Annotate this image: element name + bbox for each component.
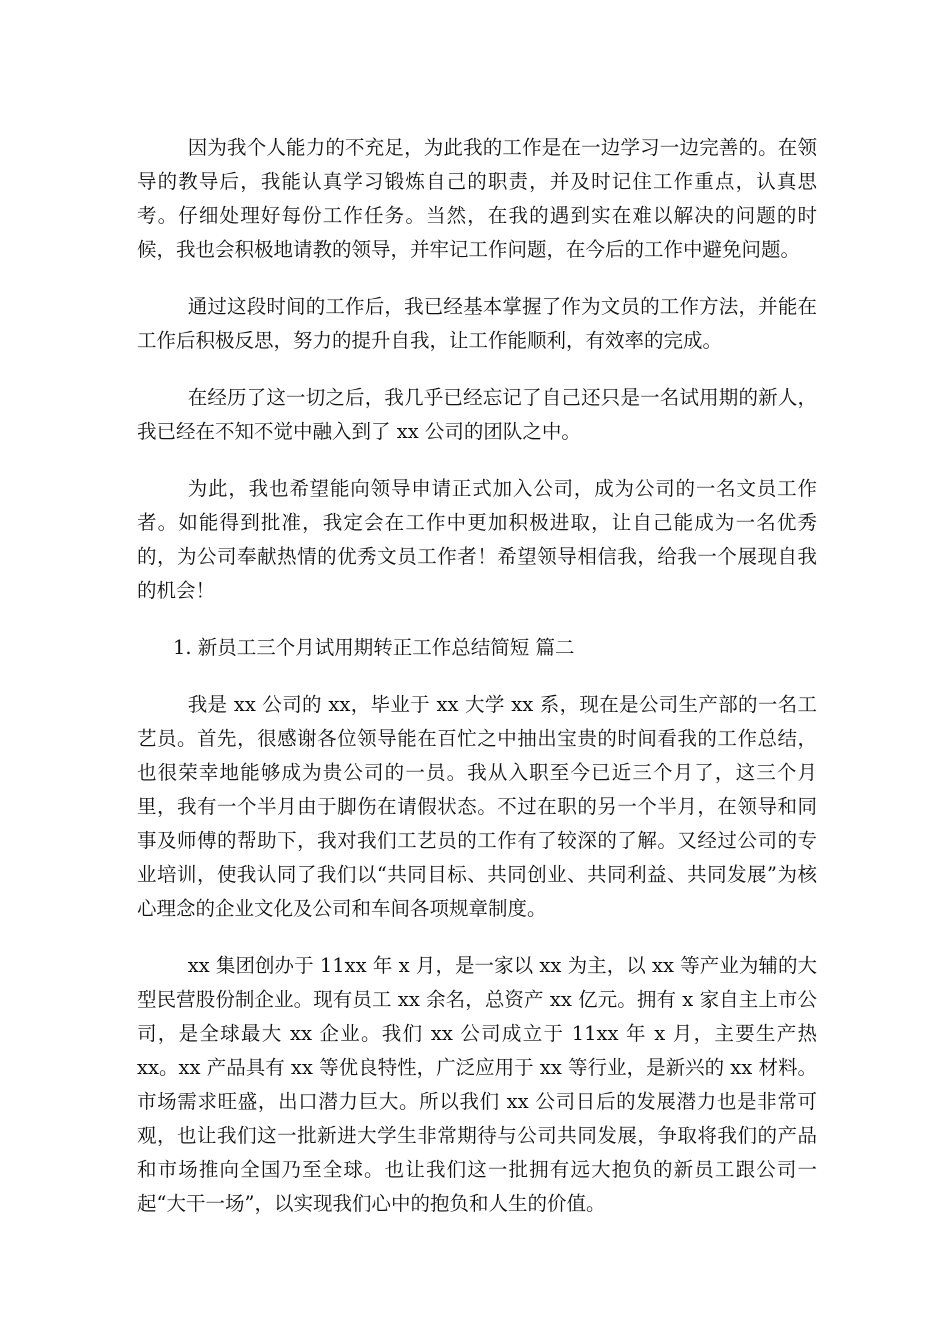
paragraph-3: 在经历了这一切之后，我几乎已经忘记了自己还只是一名试用期的新人，我已经在不知不觉中融入到了 xx 公司的团队之中。	[137, 386, 817, 443]
paragraph-4: 为此，我也希望能向领导申请正式加入公司，成为公司的一名文员工作者。如能得到批准，我定会在工作中更加积极进取，让自己能成为一名优秀的，为公司奉献热情的优秀文员工作者！希望领导相信我，给我一个展现自我的机会！	[137, 477, 817, 602]
paragraph-2: 通过这段时间的工作后，我已经基本掌握了作为文员的工作方法，并能在工作后积极反思，努力的提升自我，让工作能顺利，有效率的完成。	[137, 295, 817, 352]
paragraph-1: 因为我个人能力的不充足，为此我的工作是在一边学习一边完善的。在领导的教导后，我能认真学习锻炼自己的职责，并及时记住工作重点，认真思考。仔细处理好每份工作任务。当然，在我的遇到实在难以解决的问题的时候，我也会积极地请教的领导，并牢记工作问题，在今后的工作中避免问题。	[137, 136, 817, 261]
document-body	[137, 131, 817, 1244]
paragraph-5: 我是 xx 公司的 xx，毕业于 xx 大学 xx 系，现在是公司生产部的一名工艺员。首先，很感谢各位领导能在百忙之中抽出宝贵的时间看我的工作总结，也很荣幸地能够成为贵公司的一员。我从入职至今已近三个月了，这三个月里，我有一个半月由于脚伤在请假状态。不过在职的另一个半月，在领导和同事及师傅的帮助下，我对我们工艺员的工作有了较深的了解。又经过公司的专业培训，使我认同了我们以“共同目标、共同创业、共同利益、共同发展”为核心理念的企业文化及公司和车间各项规章制度。	[137, 693, 817, 920]
paragraph-6: xx 集团创办于 11xx 年 x 月，是一家以 xx 为主，以 xx 等产业为辅的大型民营股份制企业。现有员工 xx 余名，总资产 xx 亿元。拥有 x 家自主上市公司，是全球最大 xx 企业。我们 xx 公司成立于 11xx 年 x 月，主要生产热 xx。xx 产品具有 xx 等优良特性，广泛应用于 xx 等行业，是新兴的 xx 材料。市场需求旺盛，出口潜力巨大。所以我们 xx 公司日后的发展潜力也是非常可观，也让我们这一批新进大学生非常期待与公司共同发展，争取将我们的产品和市场推向全国乃至全球。也让我们这一批拥有远大抱负的新员工跟公司一起“大干一场”，以实现我们心中的抱负和人生的价值。	[137, 954, 817, 1215]
section-heading: 1. 新员工三个月试用期转正工作总结简短 篇二	[173, 636, 575, 659]
